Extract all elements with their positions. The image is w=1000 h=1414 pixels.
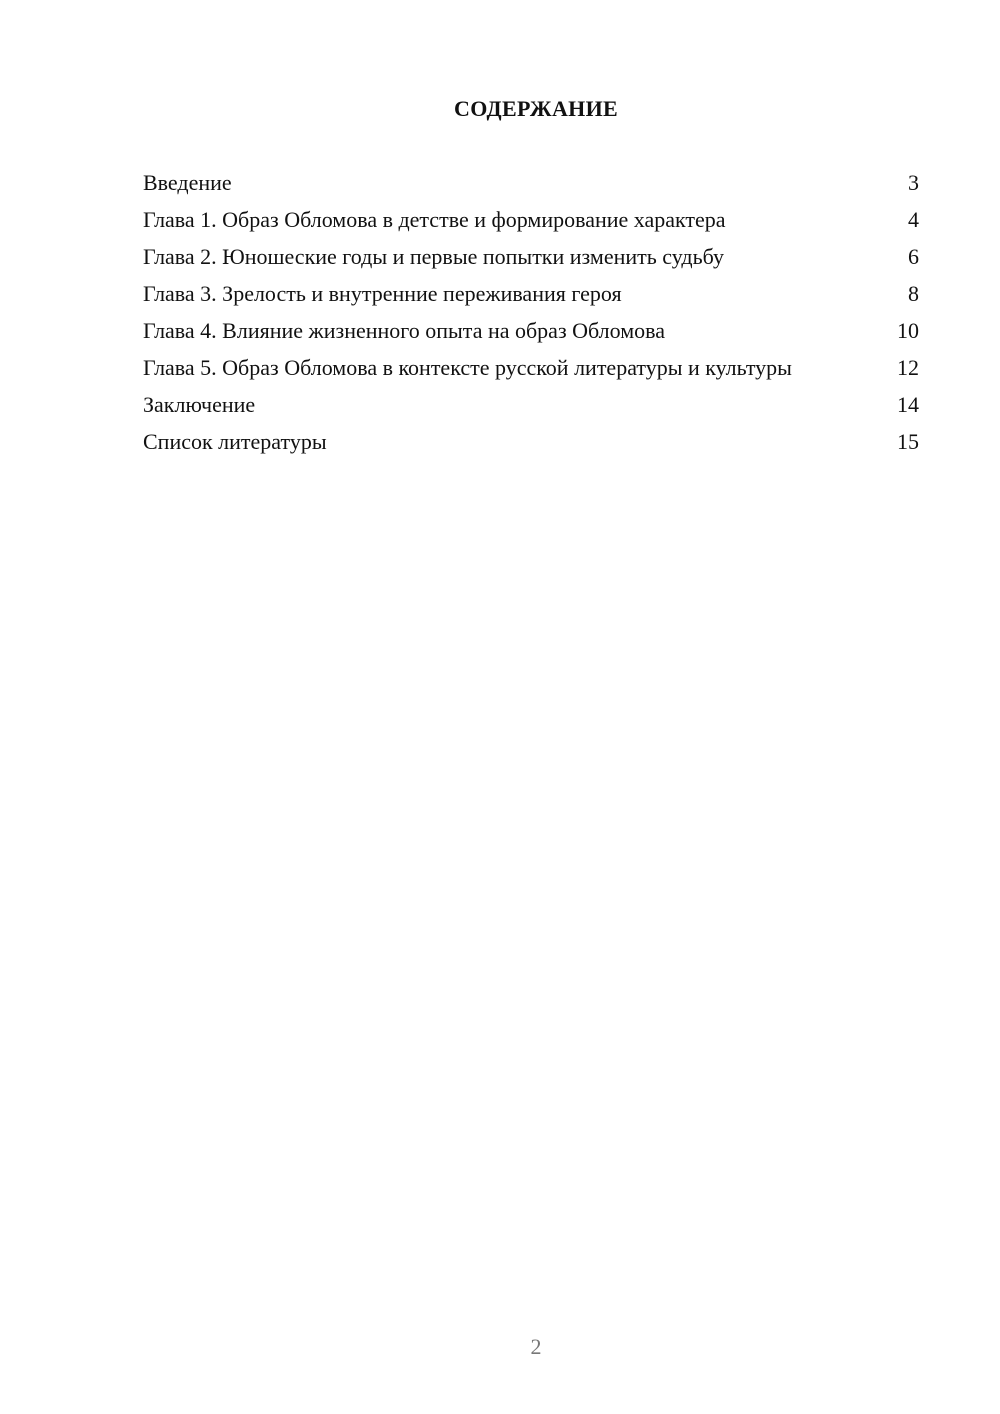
- table-of-contents: [143, 170, 919, 466]
- toc-entry-page: 6: [908, 244, 919, 269]
- toc-entry-conclusion[interactable]: [143, 392, 919, 418]
- toc-entry-page: 3: [908, 170, 919, 195]
- toc-entry-chapter-5[interactable]: [143, 355, 919, 381]
- toc-entry-label: Глава 5. Образ Обломова в контексте русской литературы и культуры: [143, 355, 792, 380]
- toc-entry-page: 8: [908, 281, 919, 306]
- toc-entry-page: 14: [897, 392, 919, 417]
- toc-entry-label: Список литературы: [143, 429, 327, 454]
- toc-entry-label: Глава 2. Юношеские годы и первые попытки изменить судьбу: [143, 244, 724, 269]
- toc-entry-page: 4: [908, 207, 919, 232]
- toc-entry-label: Введение: [143, 170, 232, 195]
- toc-entry-chapter-2[interactable]: [143, 244, 919, 270]
- toc-entry-label: Заключение: [143, 392, 256, 417]
- toc-entry-label: Глава 3. Зрелость и внутренние переживания героя: [143, 281, 622, 306]
- page-title: СОДЕРЖАНИЕ: [454, 96, 618, 121]
- toc-entry-page: 12: [897, 355, 919, 380]
- toc-entry-label: Глава 1. Образ Обломова в детстве и формирование характера: [143, 207, 726, 232]
- toc-entry-page: 10: [897, 318, 919, 343]
- toc-entry-introduction[interactable]: [143, 170, 919, 196]
- toc-entry-page: 15: [897, 429, 919, 454]
- page-number: 2: [530, 1334, 542, 1359]
- toc-entry-chapter-3[interactable]: [143, 281, 919, 307]
- toc-entry-chapter-1[interactable]: [143, 207, 919, 233]
- toc-entry-bibliography[interactable]: [143, 429, 919, 455]
- toc-entry-chapter-4[interactable]: [143, 318, 919, 344]
- toc-entry-label: Глава 4. Влияние жизненного опыта на образ Обломова: [143, 318, 666, 343]
